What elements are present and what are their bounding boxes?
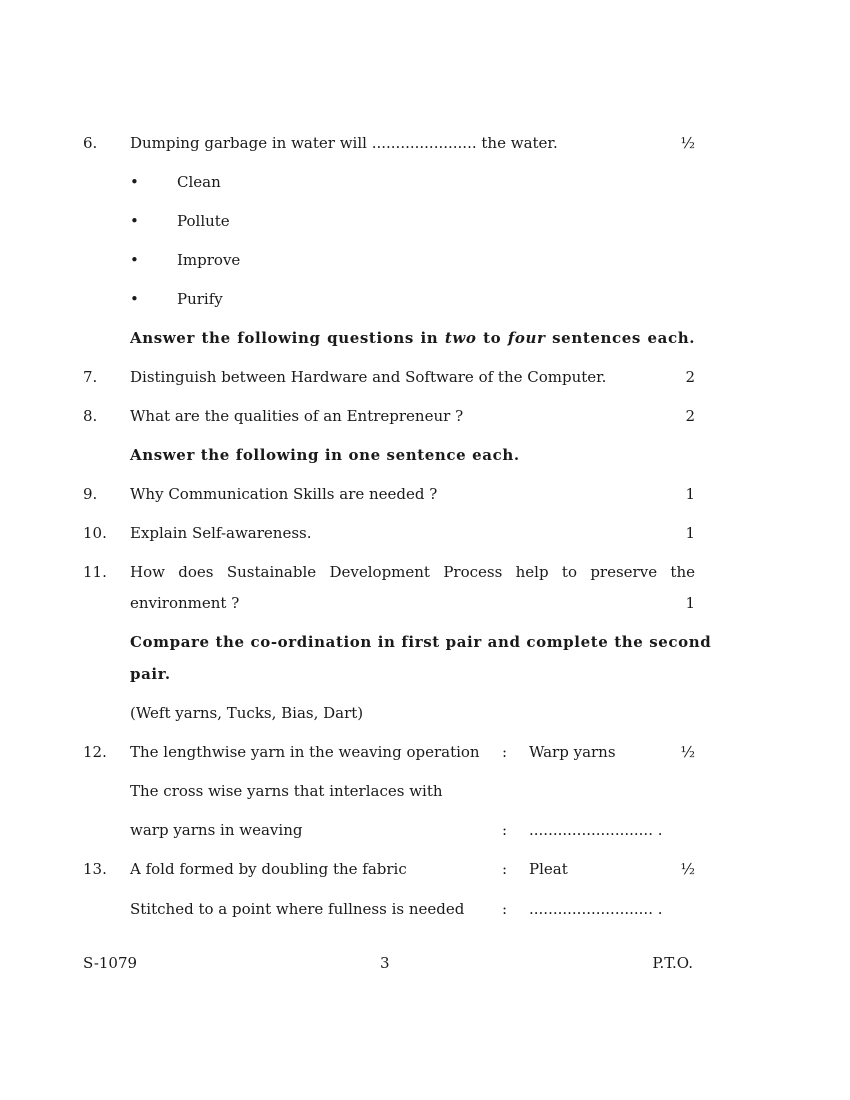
heading-italic: two	[444, 329, 477, 347]
colon: :	[502, 860, 508, 878]
question-number: 11.	[83, 563, 107, 581]
question-text: environment ?	[130, 594, 240, 612]
answer-blank: .......................... .	[529, 821, 663, 839]
question-number: 8.	[83, 407, 98, 425]
colon: :	[502, 821, 508, 839]
marks: 2	[685, 407, 695, 425]
paper-code: S-1079	[83, 954, 138, 972]
question-number: 13.	[83, 860, 107, 878]
question-text: The cross wise yarns that interlaces with	[130, 782, 443, 800]
heading-part: to	[483, 329, 502, 347]
question-text: warp yarns in weaving	[130, 821, 303, 839]
answer-blank: .......................... .	[529, 900, 663, 918]
pto-label: P.T.O.	[652, 954, 693, 972]
option-text: Pollute	[177, 212, 230, 230]
question-text: Stitched to a point where fullness is needed	[130, 900, 465, 918]
page-number: 3	[380, 954, 390, 972]
section-heading-text: Answer the following in one sentence each.	[130, 446, 520, 464]
marks: ½	[680, 134, 695, 152]
question-text: Explain Self-awareness.	[130, 524, 312, 542]
word-options-text: (Weft yarns, Tucks, Bias, Dart)	[130, 704, 364, 722]
heading-part: Answer the following questions in	[130, 329, 439, 347]
option-text: Clean	[177, 173, 221, 191]
section-heading-text: pair.	[130, 665, 171, 683]
section-heading-text: Compare the co-ordination in first pair and complete the second	[130, 633, 712, 651]
heading-italic: four	[507, 329, 546, 347]
bullet-icon: •	[130, 212, 139, 230]
option-text: Improve	[177, 251, 241, 269]
question-text-part: Dumping garbage in water will	[130, 134, 367, 152]
question-number: 9.	[83, 485, 98, 503]
question-text: What are the qualities of an Entrepreneur ?	[130, 407, 464, 425]
question-text: A fold formed by doubling the fabric	[130, 860, 407, 878]
bullet-icon: •	[130, 290, 139, 308]
question-number: 12.	[83, 743, 107, 761]
question-text: Distinguish between Hardware and Software of the Computer.	[130, 368, 607, 386]
question-number: 7.	[83, 368, 98, 386]
heading-part: sentences each.	[552, 329, 696, 347]
marks: 1	[685, 594, 695, 612]
marks: 1	[685, 524, 695, 542]
colon: :	[502, 900, 508, 918]
colon: :	[502, 743, 508, 761]
answer-text: Warp yarns	[529, 743, 616, 761]
question-text: How does Sustainable Development Process help to preserve the	[130, 563, 695, 581]
answer-text: Pleat	[529, 860, 568, 878]
bullet-icon: •	[130, 251, 139, 269]
marks: 1	[685, 485, 695, 503]
question-text	[130, 133, 558, 153]
question-text-part: the water.	[481, 134, 558, 152]
marks: ½	[680, 743, 695, 761]
marks: 2	[685, 368, 695, 386]
section-heading-text	[130, 328, 695, 348]
blank: ......................	[371, 134, 477, 152]
marks: ½	[680, 860, 695, 878]
bullet-icon: •	[130, 173, 139, 191]
option-text: Purify	[177, 290, 223, 308]
question-number: 6.	[83, 134, 98, 152]
question-text: Why Communication Skills are needed ?	[130, 485, 438, 503]
question-text: The lengthwise yarn in the weaving operation	[130, 743, 480, 761]
question-number: 10.	[83, 524, 107, 542]
